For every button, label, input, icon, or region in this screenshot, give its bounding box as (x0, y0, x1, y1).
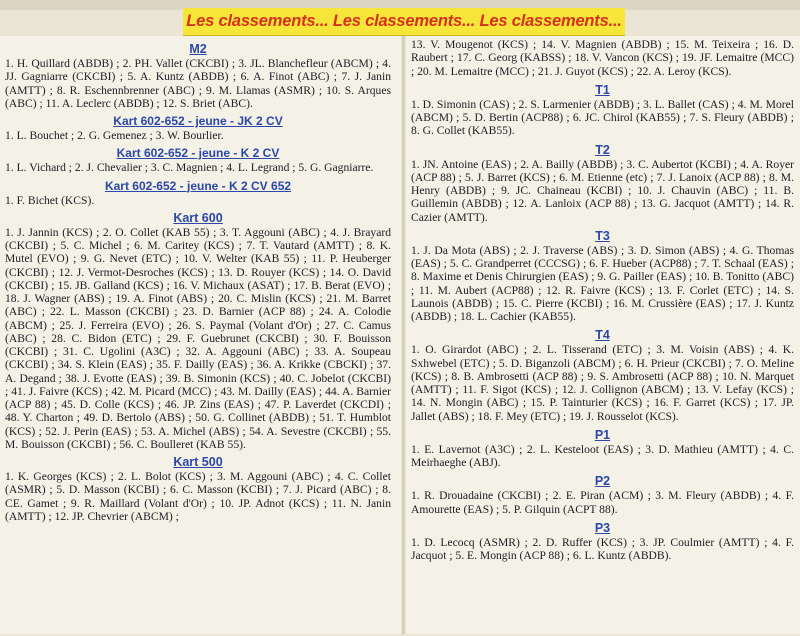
section-title-kart500: Kart 500 (173, 455, 223, 469)
section-results-k2cv652: 1. F. Bichet (KCS). (5, 193, 95, 207)
section-title-k2cv: Kart 602-652 - jeune - K 2 CV (116, 146, 280, 161)
section-results-p3: 1. D. Lecocq (ASMR) ; 2. D. Ruffer (KCS) ; 3. JP. Coulmier (AMTT) ; 4. F. Jacquot ; 5. E. Mongin (ACP 88) ; 6. L. Kuntz (ABDB). (411, 535, 794, 562)
section-title-t3: T3 (595, 228, 610, 243)
section-results-t1: 1. D. Simonin (CAS) ; 2. S. Larmenier (ABDB) ; 3. L. Ballet (CAS) ; 4. M. Morel (ABCM) ; 5. D. Bertin (ACP88) ; 6. JC. Chirol (KAB55) ; 7. S. Fleury (ABDB) ; 8. G. Collet (KAB55). (411, 97, 794, 138)
section-title-p2: P2 (594, 474, 611, 489)
section-title-t2: T2 (595, 142, 610, 157)
section-title-t1: T1 (595, 82, 610, 97)
section-results-jk2cv: 1. L. Bouchet ; 2. G. Gemenez ; 3. W. Bourlier. (5, 129, 224, 142)
left-column (0, 36, 401, 634)
section-title-jk2cv: Kart 602-652 - jeune - JK 2 CV (113, 114, 283, 128)
section-results-kart600: 1. J. Jannin (KCS) ; 2. O. Collet (KAB 55) ; 3. T. Aggouni (ABC) ; 4. J. Brayard (CKCBI) ; 5. C. Michel ; 6. M. Caritey (KCS) ; 7. T. Vautard (AMTT) ; 8. K. Mutel (EVO) ; 9. G. Nevet (ETC) ; 10. V. Welter (KAB 55) ; 11. P. Heuberger (CKCBI) ; 12. J. Vermot-Desroches (KCS) ; 13. D. Rouyer (KCS) ; 14. O. David (CKCBI) ; 15. JB. Galland (KCS) ; 16. V. Michaux (ASAT) ; 17. B. Berat (EVO) ; 18. J. Wagner (ABS) ; 19. A. Finot (ABS) ; 20. C. Mislin (KCS) ; 21. M. Barret (ABC) ; 22. L. Masson (CKCBI) ; 23. D. Barnier (ACP 88) ; 24. A. Colodie (ABCM) ; 25. J. Ferreira (EVO) ; 26. S. Paymal (Volant d'Or) ; 27. C. Camus (ABC) ; 28. C. Bidon (ETC) ; 29. F. Guebrunet (CKCBI) ; 30. F. Bouisson (CKCBI) ; 31. C. Ugolini (A3C) ; 32. A. Aggouni (ABC) ; 33. A. Soupeau (CKCBI) ; 34. S. Klein (EAS) ; 35. F. Dailly (EAS) ; 36. A. Krikke (CBCKI) ; 37. A. Degand ; 38. J. Evotte (EAS) ; 39. B. Simonin (KCS) ; 40. C. Jobelot (CKCBI) ; 41. J. Faivre (KCS) ; 42. M. Picard (MCC) ; 43. M. Dailly (EAS) ; 44. A. Barnier (ACP 88) ; 45. D. Colle (KCS) ; 46. JP. Zins (EAS) ; 47. P. Laverdet (CKCDI) ; 48. Y. Charton ; 49. D. Bertolo (ABS) ; 50. G. Collinet (ABDB) ; 51. T. Humblot (KCS) ; 52. J. Perin (EAS) ; 53. A. Michel (ABS) ; 54. A. Sevestre (CKCBI) ; 55. M. Bouisson (CKCBI) ; 56. C. Boulleret (KAB 55). (5, 225, 391, 451)
section-results-p1: 1. E. Lavernot (A3C) ; 2. L. Kesteloot (EAS) ; 3. D. Mathieu (AMTT) ; 4. C. Meirhaeghe (ABJ). (411, 442, 794, 469)
section-title-m2: M2 (189, 42, 207, 56)
section-results-t2: 1. JN. Antoine (EAS) ; 2. A. Bailly (ABDB) ; 3. C. Aubertot (KCBI) ; 4. A. Royer (ACP 88) ; 5. J. Barret (KCS) ; 6. M. Etienne (etc) ; 7. J. Lanoix (ACP 88) ; 8. M. Henry (ABDB) ; 9. JC. Chaineau (KCBI) ; 10. J. Chauvin (ABC) ; 11. B. Guillemin (ABDB) ; 12. A. Lanloix (ACP 88) ; 13. G. Jacquot (AMTT) ; 14. R. Cazier (AMTT). (411, 157, 794, 224)
section-results-kart500: 1. K. Georges (KCS) ; 2. L. Bolot (KCS) ; 3. M. Aggouni (ABC) ; 4. C. Collet (ASMR) ; 5. D. Masson (KCBI) ; 6. C. Masson (KCBI) ; 7. J. Picard (ABC) ; 8. CE. Gamet ; 9. R. Maillard (Volant d'Or) ; 10. JP. Adnot (KCS) ; 11. N. Janin (AMTT) ; 12. JP. Chevrier (ABCM) ; (5, 470, 391, 523)
section-title-kart600: Kart 600 (173, 210, 223, 225)
section-results-k2cv: 1. L. Vichard ; 2. J. Chevalier ; 3. C. Magnien ; 4. L. Legrand ; 5. G. Gagniarre. (5, 161, 374, 175)
section-results-t4: 1. O. Girardot (ABC) ; 2. L. Tisserand (ETC) ; 3. M. Voisin (ABS) ; 4. K. Sxhwebel (ETC) ; 5. D. Biganzoli (ABCM) ; 6. H. Prieur (CKCBI) ; 7. O. Meline (KCS) ; 8. B. Ambrosetti (ACP 88) ; 9. S. Ambrosetti (ACP 88) ; 10. N. Marquet (AMTT) ; 11. F. Sigot (KCS) ; 12. J. Collignon (ABCM) ; 13. V. Lefay (KCS) ; 14. N. Mongin (ABC) ; 15. P. Tainturier (KCS) ; 16. F. Garret (KCS) ; 17. JP. Jallet (ABS) ; 18. F. Mey (ETC) ; 19. J. Rousselot (KCS). (411, 343, 794, 423)
section-results-m2: 1. H. Quillard (ABDB) ; 2. PH. Vallet (CKCBI) ; 3. JL. Blanchefleur (ABCM) ; 4. JJ. Gagniarre (CKCBI) ; 5. A. Kuntz (ABDB) ; 6. A. Finot (ABC) ; 7. J. Janin (AMTT) ; 8. R. Eschennbrenner (ABC) ; 9. M. Llamas (ASMR) ; 10. S. Arques (ABC) ; 11. A. Leclerc (ABDB) ; 12. S. Briet (ABC). (5, 57, 391, 110)
column-divider (402, 36, 405, 634)
section-title-p1: P1 (594, 427, 611, 442)
page-banner: Les classements... Les classements... Les classements... (183, 8, 625, 36)
section-results-p2: 1. R. Drouadaine (CKCBI) ; 2. E. Piran (ACM) ; 3. M. Fleury (ABDB) ; 4. F. Amourette (EAS) ; 5. P. Gilquin (ACPT 88). (411, 489, 794, 516)
section-title-p3: P3 (594, 520, 611, 535)
section-results-kart500-continued: 13. V. Mougenot (KCS) ; 14. V. Magnien (ABDB) ; 15. M. Teixeira ; 16. D. Raubert ; 17. C. Georg (KABSS) ; 18. V. Vancon (KCS) ; 19. JF. Lemaitre (MCC) ; 20. M. Lemaitre (MCC) ; 21. J. Guyot (KCS) ; 22. A. Leroy (KCS). (411, 38, 794, 78)
section-results-t3: 1. J. Da Mota (ABS) ; 2. J. Traverse (ABS) ; 3. D. Simon (ABS) ; 4. G. Thomas (EAS) ; 5. C. Grandperret (CCCSG) ; 6. F. Hueber (ACP88) ; 7. T. Schaal (EAS) ; 8. Maxime et Denis Chirurgien (EAS) ; 9. G. Pailler (EAS) ; 10. B. Tonitto (ABC) ; 11. M. Aubert (ACP88) ; 12. R. Faivre (KCS) ; 13. F. Corlet (ETC) ; 14. S. Launois (ABDB) ; 15. C. Pierre (KCBI) ; 16. M. Crussière (EAS) ; 17. J. Kuntz (ABDB) ; 18. L. Cachier (KAB55). (411, 243, 794, 323)
section-title-k2cv652: Kart 602-652 - jeune - K 2 CV 652 (104, 178, 292, 193)
right-column (406, 36, 800, 634)
section-title-t4: T4 (595, 328, 610, 343)
